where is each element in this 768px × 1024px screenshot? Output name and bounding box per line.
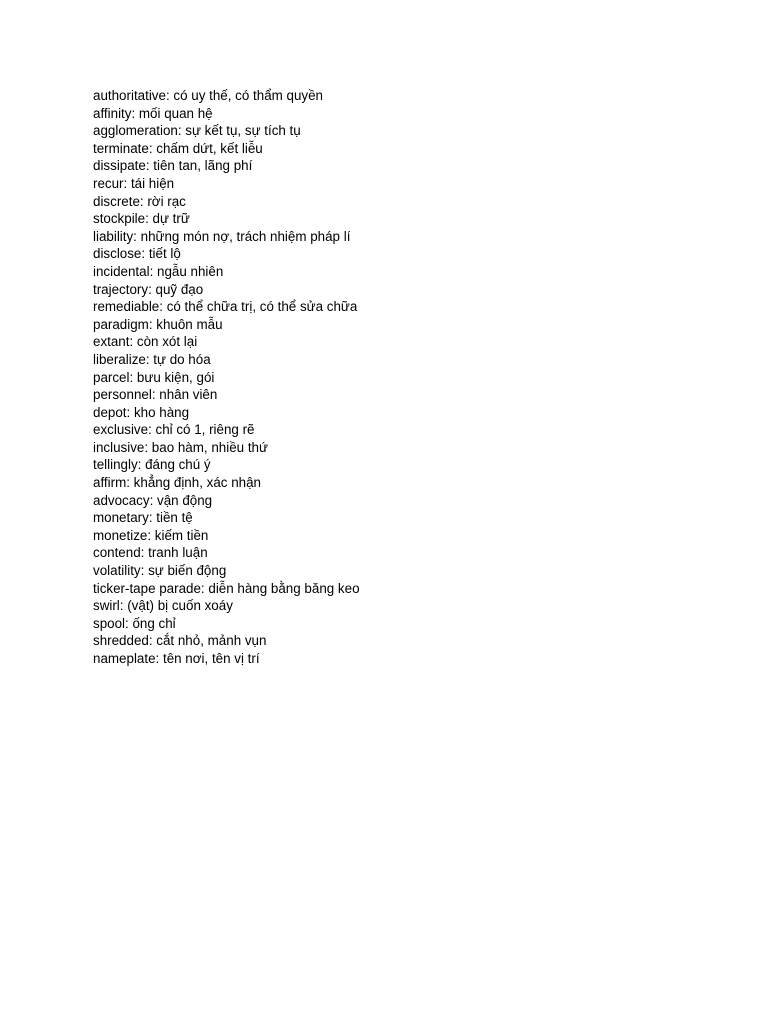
vocab-entry: nameplate: tên nơi, tên vị trí xyxy=(93,651,260,666)
vocab-entry: depot: kho hàng xyxy=(93,404,190,420)
vocab-entry: liability: những món nợ, trách nhiệm pháp lí xyxy=(93,228,351,244)
vocabulary-list xyxy=(93,87,360,668)
vocab-entry: exclusive: chỉ có 1, riêng rẽ xyxy=(93,422,255,438)
vocab-entry: incidental: ngẫu nhiên xyxy=(93,263,224,279)
vocab-entry: shredded: cắt nhỏ, mảnh vụn xyxy=(93,633,267,649)
vocab-entry: personnel: nhân viên xyxy=(93,387,218,403)
vocab-entry: spool: ống chỉ xyxy=(93,615,176,631)
vocab-entry: terminate: chấm dứt, kết liễu xyxy=(93,140,263,156)
vocab-entry: monetize: kiếm tiền xyxy=(93,527,209,543)
vocab-entry: agglomeration: sự kết tụ, sự tích tụ xyxy=(93,123,301,139)
vocab-entry: parcel: bưu kiện, gói xyxy=(93,369,215,385)
vocab-entry: recur: tái hiện xyxy=(93,175,175,191)
vocab-entry: monetary: tiền tệ xyxy=(93,510,193,526)
vocab-entry: advocacy: vận động xyxy=(93,492,213,508)
vocab-entry: swirl: (vật) bị cuốn xoáy xyxy=(93,598,233,614)
vocab-entry: affinity: mối quan hệ xyxy=(93,105,213,121)
vocab-entry: remediable: có thể chữa trị, có thể sửa chữa xyxy=(93,299,358,315)
vocab-entry: liberalize: tự do hóa xyxy=(93,351,211,367)
vocab-entry: ticker-tape parade: diễn hàng bằng băng keo xyxy=(93,580,360,596)
vocab-entry: discrete: rời rạc xyxy=(93,193,186,209)
vocab-entry: dissipate: tiên tan, lãng phí xyxy=(93,158,253,174)
vocab-entry: authoritative: có uy thế, có thẩm quyền xyxy=(93,88,324,103)
vocab-entry: volatility: sự biến động xyxy=(93,563,227,579)
vocab-entry: affirm: khẳng định, xác nhận xyxy=(93,475,261,491)
vocab-entry: extant: còn xót lại xyxy=(93,334,198,350)
vocab-entry: inclusive: bao hàm, nhiều thứ xyxy=(93,439,268,455)
vocab-entry: tellingly: đáng chú ý xyxy=(93,457,211,473)
vocab-entry: paradigm: khuôn mẫu xyxy=(93,316,223,332)
vocab-entry: stockpile: dự trữ xyxy=(93,211,190,227)
vocab-entry: trajectory: quỹ đạo xyxy=(93,281,204,297)
vocab-entry: disclose: tiết lộ xyxy=(93,246,181,262)
vocab-entry: contend: tranh luận xyxy=(93,545,208,561)
